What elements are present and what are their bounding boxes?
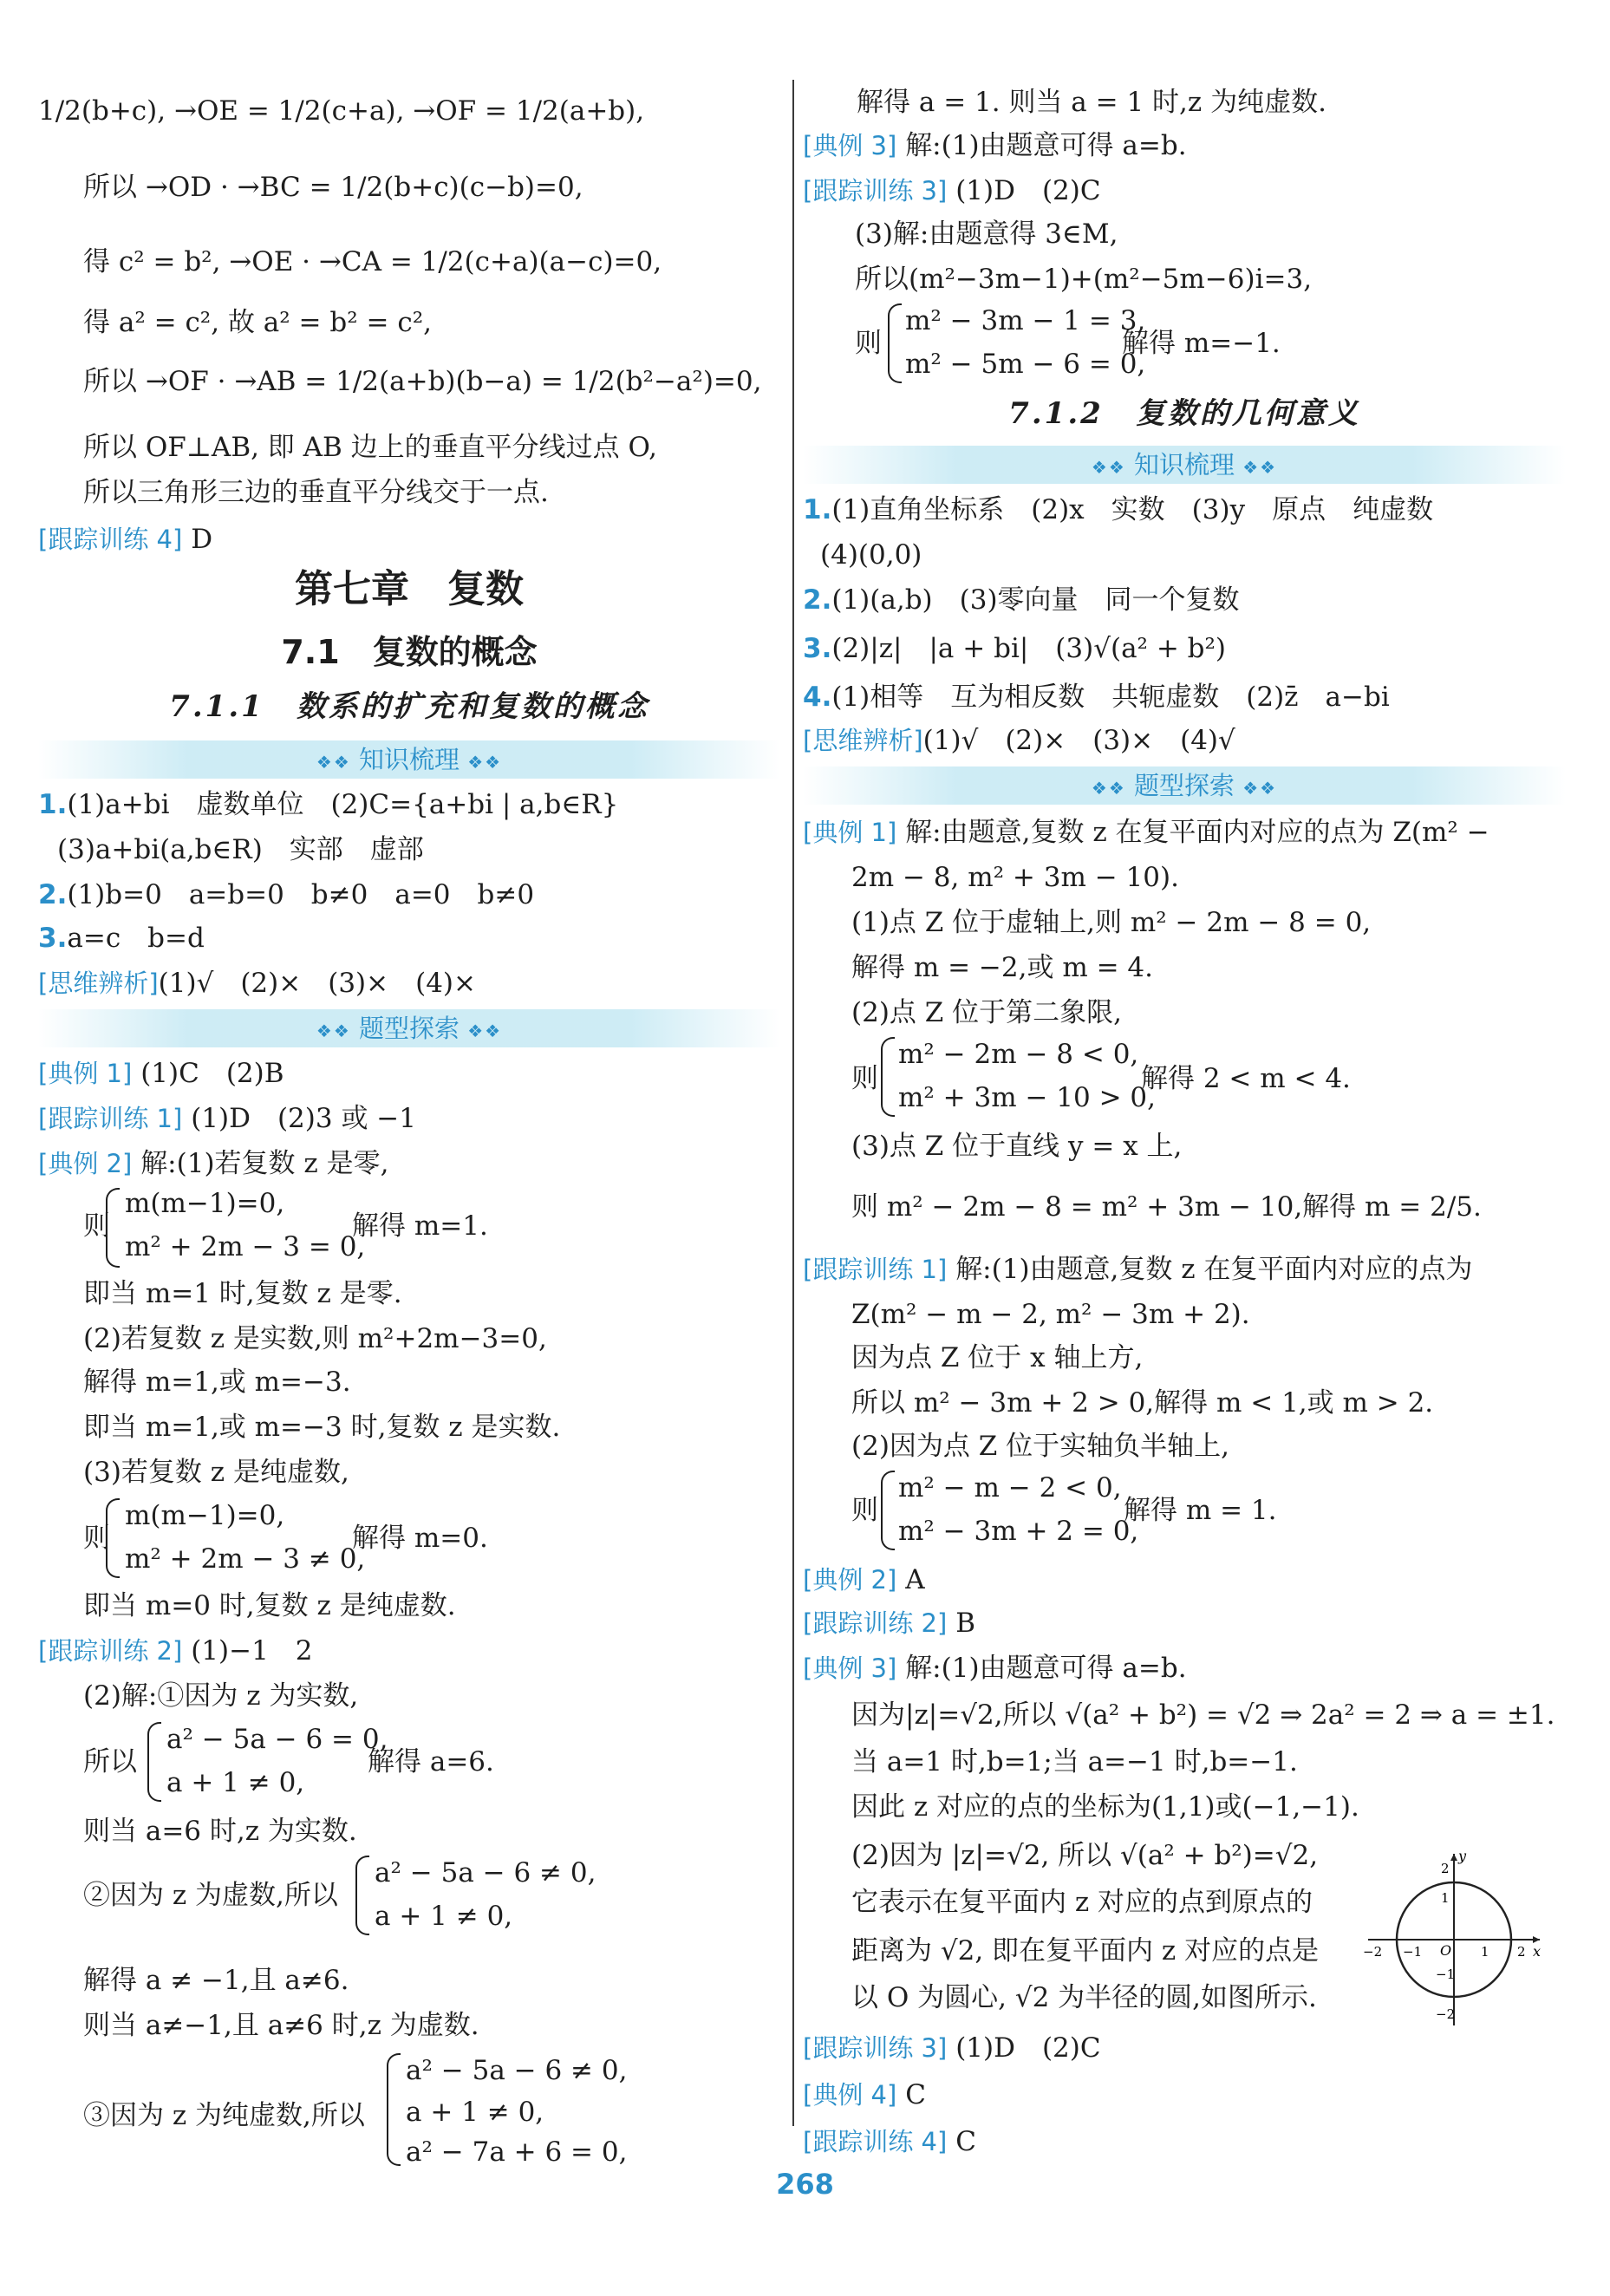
topic-title: 7.1.2 复数的几何意义	[1008, 396, 1360, 431]
equation-row: m(m−1)=0,	[125, 1188, 285, 1219]
text-line: 则 m² − 2m − 8 = m² + 3m − 10,解得 m = 2/5.	[851, 1191, 1482, 1223]
text-line: 因此 z 对应的点的坐标为(1,1)或(−1,−1).	[851, 1791, 1359, 1823]
section-header-knowledge: ❖❖ 知识梳理 ❖❖	[38, 740, 780, 779]
text-line: 解得 m=1,或 m=−3.	[83, 1367, 351, 1398]
equation-system: 则	[855, 328, 882, 359]
text-line: (2)若复数 z 是实数,则 m²+2m−3=0,	[83, 1323, 547, 1354]
decor-icon: ❖❖	[467, 752, 503, 773]
equation-system: 则	[851, 1063, 878, 1094]
equation-result: 解得 m=−1.	[1122, 328, 1281, 359]
equation-result: 解得 m=0.	[352, 1523, 488, 1554]
text-line: 即当 m=1 时,复数 z 是零.	[83, 1278, 402, 1309]
answer-text: D	[191, 524, 213, 555]
answer-line: [典例 1] 解:由题意,复数 z 在复平面内对应的点为 Z(m² −	[803, 817, 1489, 848]
knowledge-item: 3.(2)|z| |a + bi| (3)√(a² + b²)	[803, 633, 1227, 664]
text-line: 解得 a ≠ −1,且 a≠6.	[83, 1965, 349, 1996]
answer-line: [典例 2] A	[803, 1564, 925, 1595]
text-line: 即当 m=0 时,复数 z 是纯虚数.	[83, 1590, 456, 1621]
equation-row: m² − 3m − 1 = 3,	[905, 305, 1146, 336]
knowledge-item: 1.(1)直角坐标系 (2)x 实数 (3)y 原点 纯虚数	[803, 494, 1434, 525]
text-line: 当 a=1 时,b=1;当 a=−1 时,b=−1.	[851, 1746, 1298, 1777]
equation-row: m² − 5m − 6 = 0,	[905, 349, 1146, 380]
text-line: 则当 a≠−1,且 a≠6 时,z 为虚数.	[83, 2010, 479, 2041]
text-line: 解得 m = −2,或 m = 4.	[851, 952, 1153, 983]
knowledge-item: 4.(1)相等 互为相反数 共轭虚数 (2)z̄ a−bi	[803, 682, 1390, 713]
right-column	[803, 0, 1566, 2168]
decor-icon: ❖❖	[1242, 778, 1278, 799]
y-tick-neg1: −1	[1436, 1967, 1456, 1982]
equation-result: 解得 m=1.	[352, 1210, 488, 1242]
knowledge-item: 2.(1)b=0 a=b=0 b≠0 a=0 b≠0	[38, 879, 535, 910]
text-line: (3)若复数 z 是纯虚数,	[83, 1457, 349, 1488]
column-divider	[792, 80, 794, 2126]
text-line: 所以 m² − 3m + 2 > 0,解得 m < 1,或 m > 2.	[851, 1387, 1434, 1419]
text-line: 因为点 Z 位于 x 轴上方,	[851, 1342, 1144, 1373]
answer-line: [思维辨析](1)√ (2)× (3)× (4)×	[38, 968, 476, 999]
x-tick-neg1: −1	[1403, 1944, 1423, 1960]
text-line: 所以 →OD · →BC = 1/2(b+c)(c−b)=0,	[83, 172, 583, 203]
answer-line: [典例 3] 解:(1)由题意可得 a=b.	[803, 130, 1187, 161]
equation-result: 解得 m = 1.	[1124, 1495, 1277, 1526]
text-line: (2)点 Z 位于第二象限,	[851, 997, 1123, 1028]
decor-icon: ❖❖	[1242, 457, 1278, 478]
equation-row: a + 1 ≠ 0,	[375, 1901, 513, 1932]
text-line: (2)解:①因为 z 为实数,	[83, 1680, 359, 1712]
y-arrow-icon	[1450, 1854, 1457, 1861]
origin-label: O	[1440, 1942, 1452, 1959]
equation-row: m² − 2m − 8 < 0,	[898, 1039, 1139, 1070]
text-line: 所以 →OF · →AB = 1/2(a+b)(b−a) = 1/2(b²−a²)=0,	[83, 366, 762, 397]
text-line: 1/2(b+c), →OE = 1/2(c+a), →OF = 1/2(a+b),	[38, 95, 645, 127]
equation-system: 则	[83, 1523, 110, 1554]
knowledge-item: (3)a+bi(a,b∈R) 实部 虚部	[57, 834, 424, 865]
text-line: 即当 m=1,或 m=−3 时,复数 z 是实数.	[83, 1412, 561, 1443]
section-title: 7.1 复数的概念	[281, 633, 538, 671]
text-line: 所以(m²−3m−1)+(m²−5m−6)i=3,	[855, 264, 1313, 295]
text-line: 所以 OF⊥AB, 即 AB 边上的垂直平分线过点 O,	[83, 432, 657, 463]
knowledge-item: 2.(1)(a,b) (3)零向量 同一个复数	[803, 584, 1240, 616]
knowledge-item: 1.(1)a+bi 虚数单位 (2)C={a+bi | a,b∈R}	[38, 789, 619, 820]
answer-line: [典例 3] 解:(1)由题意可得 a=b.	[803, 1653, 1187, 1684]
page-number: 268	[776, 2168, 834, 2201]
decor-icon: ❖❖	[316, 1021, 351, 1041]
equation-row: a² − 7a + 6 = 0,	[406, 2136, 628, 2168]
equation-row: a + 1 ≠ 0,	[166, 1767, 305, 1798]
y-tick-neg2: −2	[1436, 2006, 1456, 2022]
equation-row: m² − m − 2 < 0,	[898, 1472, 1122, 1503]
decor-icon: ❖❖	[1091, 457, 1126, 478]
equation-row: m² + 2m − 3 ≠ 0,	[125, 1543, 366, 1575]
decor-icon: ❖❖	[316, 752, 351, 773]
text-line: (3)点 Z 位于直线 y = x 上,	[851, 1131, 1183, 1162]
equation-row: m(m−1)=0,	[125, 1500, 285, 1531]
text-line: 解得 a = 1. 则当 a = 1 时,z 为纯虚数.	[857, 87, 1326, 118]
equation-row: a² − 5a − 6 ≠ 0,	[406, 2055, 628, 2086]
answer-line	[38, 520, 780, 558]
equation-system: 则	[83, 1210, 110, 1242]
answer-line: [跟踪训练 4] C	[803, 2126, 976, 2157]
text-line: 以 O 为圆心, √2 为半径的圆,如图所示.	[851, 1982, 1317, 2013]
text-line: 它表示在复平面内 z 对应的点到原点的	[851, 1887, 1313, 1918]
decor-icon: ❖❖	[467, 1021, 503, 1041]
equation-row: a² − 5a − 6 ≠ 0,	[375, 1857, 596, 1888]
y-label: y	[1458, 1849, 1467, 1864]
text-line: (2)因为 |z|=√2, 所以 √(a² + b²)=√2,	[851, 1840, 1319, 1871]
answer-line: [跟踪训练 2] (1)−1 2	[38, 1635, 313, 1667]
answer-line: [跟踪训练 2] B	[803, 1608, 975, 1639]
text-line: (1)点 Z 位于虚轴上,则 m² − 2m − 8 = 0,	[851, 907, 1372, 938]
equation-system: 所以	[83, 1746, 137, 1777]
knowledge-item: (4)(0,0)	[820, 539, 922, 571]
x-tick-neg2: −2	[1363, 1944, 1383, 1960]
y-tick-1: 1	[1441, 1890, 1450, 1906]
answer-line: [典例 2] 解:(1)若复数 z 是零,	[38, 1148, 389, 1179]
tag-label: [跟踪训练 4]	[38, 525, 183, 554]
equation-row: a + 1 ≠ 0,	[406, 2097, 544, 2128]
text-line: Z(m² − m − 2, m² − 3m + 2).	[851, 1299, 1250, 1330]
equation-result: 解得 2 < m < 4.	[1141, 1063, 1351, 1094]
section-header-types: ❖❖ 题型探索 ❖❖	[803, 766, 1566, 805]
text-line: 则当 a=6 时,z 为实数.	[83, 1816, 357, 1847]
text-line: 得 c² = b², →OE · →CA = 1/2(c+a)(a−c)=0,	[83, 246, 662, 277]
answer-line: [典例 1] (1)C (2)B	[38, 1058, 284, 1089]
x-tick-2: 2	[1517, 1944, 1526, 1960]
text-line: 2m − 8, m² + 3m − 10).	[851, 862, 1179, 893]
chapter-title: 第七章 复数	[295, 567, 524, 611]
text-line: (3)解:由题意得 3∈M,	[855, 219, 1118, 250]
x-label: x	[1533, 1943, 1542, 1960]
text-line: 得 a² = c², 故 a² = b² = c²,	[83, 307, 432, 338]
equation-result: 解得 a=6.	[368, 1746, 494, 1777]
section-header-knowledge: ❖❖ 知识梳理 ❖❖	[803, 446, 1566, 484]
text-line: (2)因为点 Z 位于实轴负半轴上,	[851, 1431, 1230, 1462]
answer-line: [跟踪训练 1] (1)D (2)3 或 −1	[38, 1103, 416, 1134]
equation-row: m² + 3m − 10 > 0,	[898, 1082, 1157, 1113]
topic-title: 7.1.1 数系的扩充和复数的概念	[169, 689, 649, 724]
complex-plane-figure	[1363, 1849, 1545, 2031]
equation-row: m² − 3m + 2 = 0,	[898, 1516, 1139, 1547]
left-column	[38, 0, 780, 2168]
equation-system: ③因为 z 为纯虚数,所以	[83, 2100, 365, 2131]
answer-line: [思维辨析](1)√ (2)× (3)× (4)√	[803, 725, 1235, 756]
answer-line: [跟踪训练 1] 解:(1)由题意,复数 z 在复平面内对应的点为	[803, 1254, 1473, 1285]
equation-system: 则	[851, 1495, 878, 1526]
decor-icon: ❖❖	[1091, 778, 1126, 799]
section-header-types: ❖❖ 题型探索 ❖❖	[38, 1009, 780, 1047]
answer-line: [跟踪训练 3] (1)D (2)C	[803, 2032, 1101, 2064]
x-tick-1: 1	[1481, 1944, 1489, 1960]
equation-row: m² + 2m − 3 = 0,	[125, 1231, 366, 1262]
answer-line: [跟踪训练 3] (1)D (2)C	[803, 175, 1101, 206]
text-line: 因为|z|=√2,所以 √(a² + b²) = √2 ⇒ 2a² = 2 ⇒ a = ±1.	[851, 1699, 1555, 1731]
equation-row: a² − 5a − 6 = 0,	[166, 1724, 388, 1755]
knowledge-item: 3.a=c b=d	[38, 923, 205, 954]
equation-system: ②因为 z 为虚数,所以	[83, 1880, 338, 1911]
text-line: 距离为 √2, 即在复平面内 z 对应的点是	[851, 1935, 1320, 1967]
text-line: 所以三角形三边的垂直平分线交于一点.	[83, 477, 549, 508]
y-tick-2: 2	[1441, 1861, 1450, 1876]
answer-line: [典例 4] C	[803, 2079, 926, 2110]
x-arrow-icon	[1533, 1936, 1540, 1943]
